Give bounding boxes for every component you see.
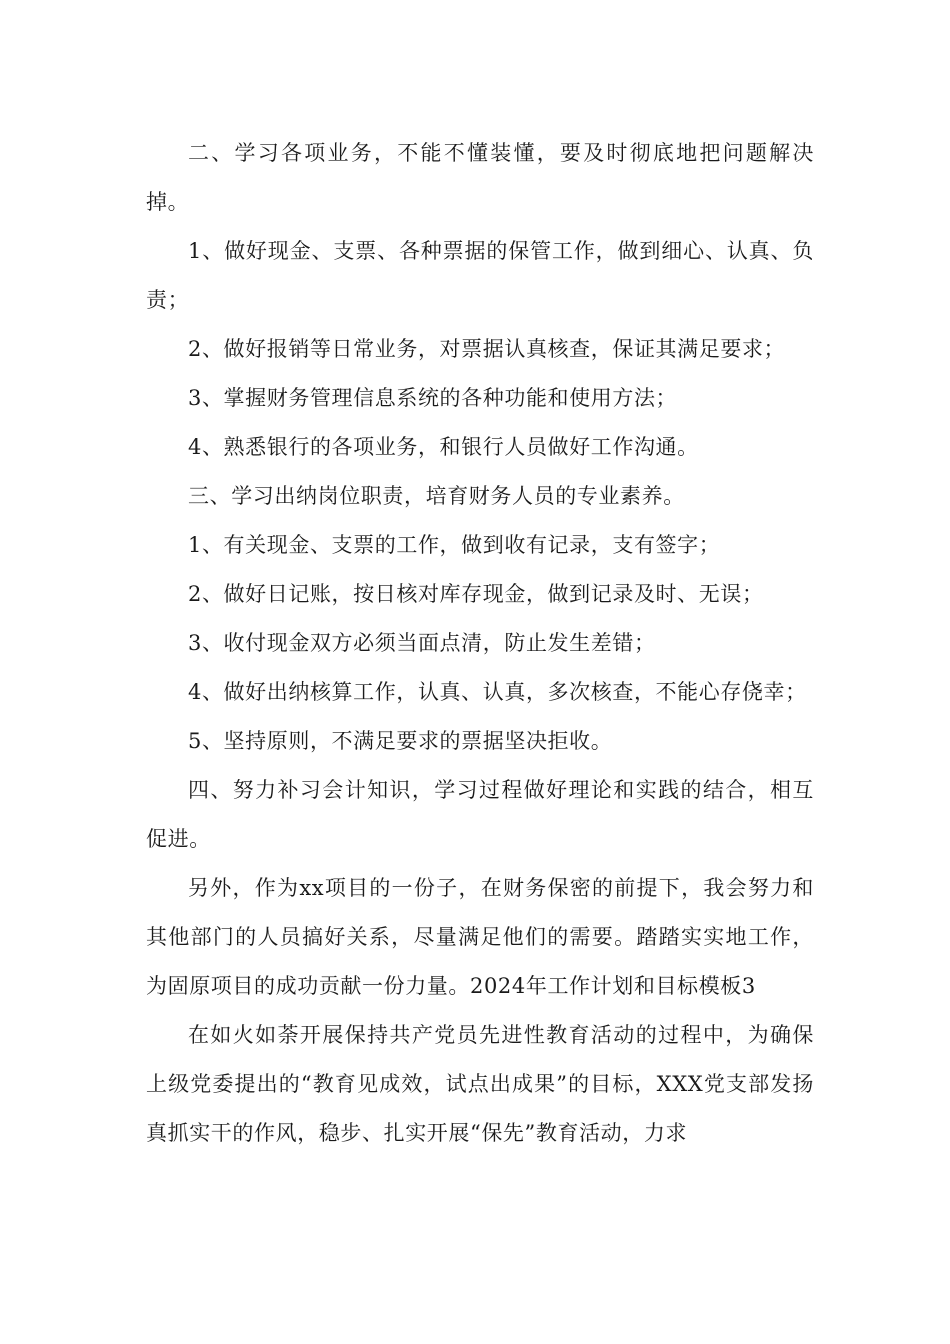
section-heading-2: 二、学习各项业务，不能不懂装懂，要及时彻底地把问题解决掉。 xyxy=(146,141,814,214)
list-item: 1、有关现金、支票的工作，做到收有记录，支有签字； xyxy=(188,533,721,557)
list-item: 2、做好报销等日常业务，对票据认真核查，保证其满足要求； xyxy=(188,337,786,361)
section-heading-4: 四、努力补习会计知识，学习过程做好理论和实践的结合，相互促进。 xyxy=(146,778,814,851)
body-paragraph: 在如火如荼开展保持共产党员先进性教育活动的过程中，为确保上级党委提出的“教育见成效，试点出成果”的目标，XXX党支部发扬真抓实干的作风，稳步、扎实开展“保先”教育活动，力求 xyxy=(146,1023,814,1145)
list-item: 4、熟悉银行的各项业务，和银行人员做好工作沟通。 xyxy=(188,435,699,459)
body-paragraph: 另外，作为xx项目的一份子，在财务保密的前提下，我会努力和其他部门的人员搞好关系，尽量满足他们的需要。踏踏实实地工作，为固原项目的成功贡献一份力量。2024年工作计划和目标模板3 xyxy=(146,876,814,998)
list-item: 5、坚持原则，不满足要求的票据坚决拒收。 xyxy=(188,729,613,753)
list-item: 2、做好日记账，按日核对库存现金，做到记录及时、无误； xyxy=(188,582,764,606)
document-body xyxy=(146,129,814,1158)
list-item: 4、做好出纳核算工作，认真、认真，多次核查，不能心存侥幸； xyxy=(188,680,807,704)
list-item: 3、掌握财务管理信息系统的各种功能和使用方法； xyxy=(188,386,678,410)
section-heading-3: 三、学习出纳岗位职责，培育财务人员的专业素养。 xyxy=(188,484,685,508)
list-item: 3、收付现金双方必须当面点清，防止发生差错； xyxy=(188,631,656,655)
list-item: 1、做好现金、支票、各种票据的保管工作，做到细心、认真、负责； xyxy=(146,239,814,312)
